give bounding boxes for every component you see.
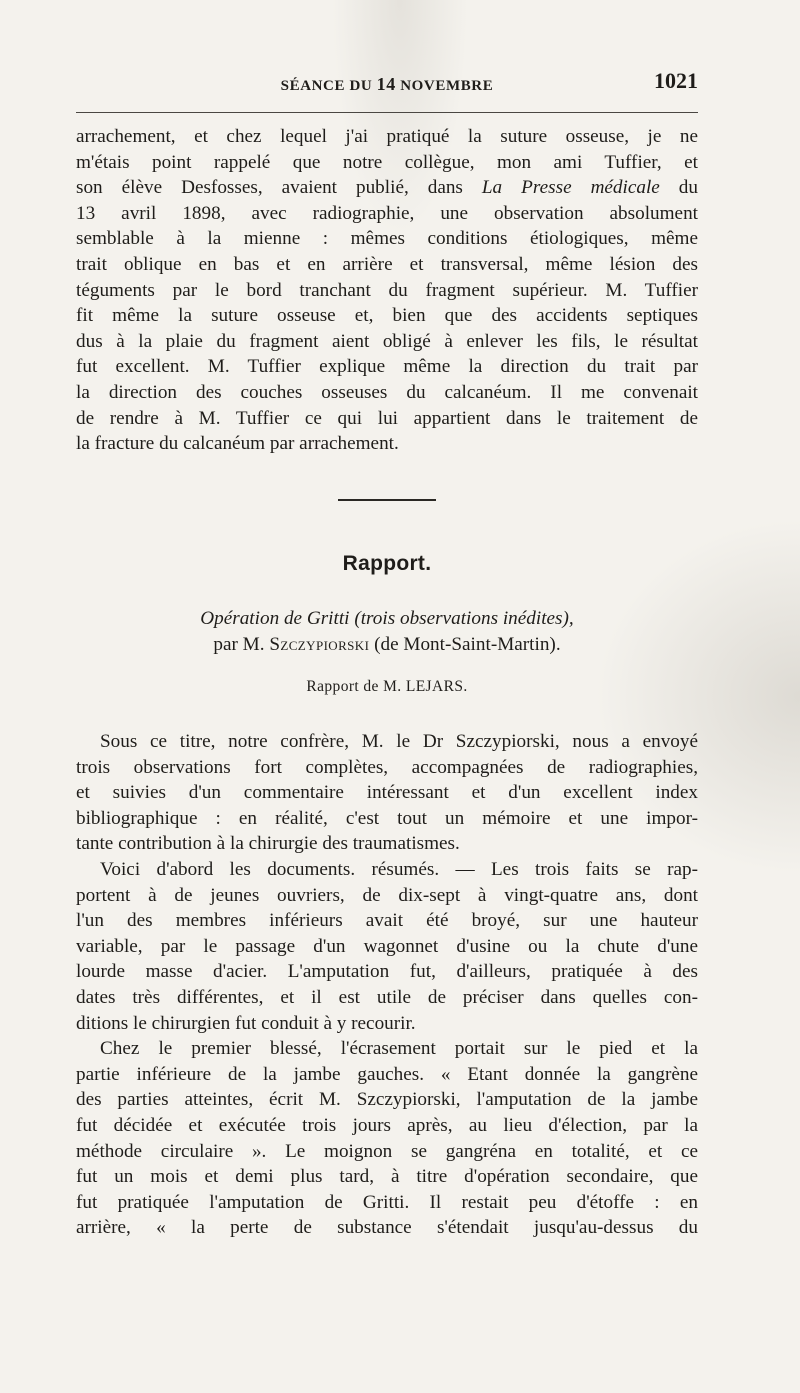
subtitle-author: Szczypiorski	[269, 633, 370, 655]
text-line: bibliographique : en réalité, c'est tout un mémoire et une impor-	[76, 807, 698, 829]
subtitle-observations: (trois observations inédites),	[354, 608, 574, 630]
subtitle-operation: Opération de Gritti	[200, 608, 350, 630]
section-divider	[338, 499, 436, 501]
page-number: 1021	[654, 68, 698, 93]
text-line: trait oblique en bas et en arrière et transversal, même lésion des	[76, 253, 698, 275]
header-divider	[76, 112, 698, 113]
journal-title: La Presse médicale	[481, 177, 660, 199]
text-segment: son élève Desfosses, avaient publié, dans	[76, 177, 482, 199]
running-header	[76, 68, 698, 98]
main-text	[76, 124, 698, 1241]
text-line: fut pratiquée l'amputation de Gritti. Il restait peu d'étoffe : en	[76, 1191, 698, 1213]
text-line: variable, par le passage d'un wagonnet d'usine ou la chute d'une	[76, 935, 698, 957]
text-line: Voici d'abord les documents. résumés. — Les trois faits se rap-	[100, 859, 698, 881]
text-line: 13 avril 1898, avec radiographie, une observation absolument	[76, 202, 698, 224]
text-line: trois observations fort complètes, accompagnées de radiographies,	[76, 756, 698, 778]
running-title-day: 14	[376, 74, 396, 94]
text-line: fut décidée et exécutée trois jours après, au lieu d'élection, par la	[76, 1115, 698, 1136]
running-title	[76, 74, 698, 95]
text-line: tante contribution à la chirurgie des traumatismes.	[76, 833, 460, 855]
text-line: l'un des membres inférieurs avait été broyé, sur une hauteur	[76, 910, 698, 932]
text-line: arrière, « la perte de substance s'étendait jusqu'au-dessus du	[76, 1217, 698, 1239]
text-line: téguments par le bord tranchant du fragment supérieur. M. Tuffier	[76, 279, 698, 301]
text-line: et suivies d'un commentaire intéressant et d'un excellent index	[76, 782, 698, 804]
text-line: la direction des couches osseuses du calcanéum. Il me convenait	[76, 381, 698, 403]
text-line: m'étais point rappelé que notre collègue, mon ami Tuffier, et	[76, 151, 698, 173]
text-line: portent à de jeunes ouvriers, de dix-sept à vingt-quatre ans, dont	[76, 884, 698, 906]
text-line: des parties atteintes, écrit M. Szczypiorski, l'amputation de la jambe	[76, 1089, 698, 1111]
text-line: Chez le premier blessé, l'écrasement portait sur le pied et la	[100, 1038, 698, 1060]
text-line: dus à la plaie du fragment aient obligé à enlever les fils, le résultat	[76, 330, 698, 352]
text-segment: du	[659, 177, 698, 199]
section-title: Rapport.	[342, 551, 432, 575]
subtitle-origin: (de Mont-Saint-Martin).	[369, 633, 561, 655]
text-line: dates très différentes, et il est utile de préciser dans quelles con-	[76, 987, 698, 1009]
text-line: la fracture du calcanéum par arrachement.	[76, 433, 399, 455]
text-line: fut excellent. M. Tuffier explique même la direction du trait par	[76, 356, 698, 378]
subtitle-line-1	[76, 606, 698, 632]
text-line: fit même la suture osseuse et, bien que des accidents septiques	[76, 305, 698, 327]
paragraph-first-case	[76, 1036, 698, 1241]
text-line: de rendre à M. Tuffier ce qui lui appartient dans le traitement de	[76, 407, 698, 429]
text-line: méthode circulaire ». Le moignon se gangréna en totalité, et ce	[76, 1140, 698, 1162]
subtitle-by: par M.	[213, 633, 270, 655]
text-line: ditions le chirurgien fut conduit à y recourir.	[76, 1012, 416, 1034]
paragraph-continued	[76, 124, 698, 457]
text-line: semblable à la mienne : mêmes conditions étiologiques, même	[76, 228, 698, 250]
text-line: partie inférieure de la jambe gauches. « Etant donnée la gangrène	[76, 1063, 698, 1085]
report-subtitle	[76, 606, 698, 657]
text-line	[76, 175, 698, 201]
text-line: arrachement, et chez lequel j'ai pratiqué la suture osseuse, je ne	[76, 126, 698, 147]
text-line: Sous ce titre, notre confrère, M. le Dr Szczypiorski, nous a envoyé	[100, 731, 698, 753]
text-line: lourde masse d'acier. L'amputation fut, d'ailleurs, pratiquée à des	[76, 961, 698, 983]
running-title-prefix: SÉANCE DU	[280, 78, 377, 94]
paragraph-documents	[76, 857, 698, 1036]
report-author: Rapport de M. LEJARS.	[306, 677, 468, 695]
subtitle-line-2	[76, 632, 698, 658]
running-title-suffix: NOVEMBRE	[395, 78, 494, 94]
paragraph-intro	[76, 729, 698, 857]
text-line: fut un mois et demi plus tard, à titre d'opération secondaire, que	[76, 1166, 698, 1188]
